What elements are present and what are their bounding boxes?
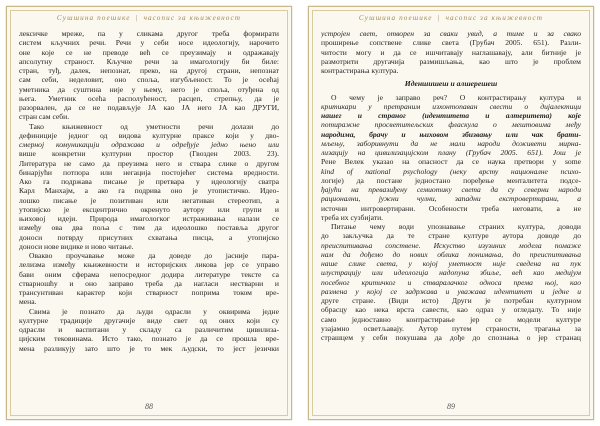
text-line: њега. Уметник осећа располућеност, расцеп, стрепњу, да је	[19, 93, 279, 103]
text-line: лошко писање је позитиван или негативан стереотип, а	[19, 195, 279, 205]
text-line: О чему је заправо реч? О контрастирању култура и	[331, 92, 581, 102]
text-line: наше слике света, у којој уметност није сведена на пук	[321, 259, 581, 268]
page-number: 88	[145, 402, 153, 411]
text-line: узајамно осветљавају. Аутор путем страности, трагања за	[321, 323, 581, 333]
text-line: мена.	[19, 297, 37, 307]
text-line: утопијско је ексцентрично окренуто аутору или групи и	[19, 204, 279, 214]
text-line: разорвален, да се не подављује ЈА као ЈА него ЈА као ДРУГИ,	[19, 103, 279, 112]
text-line: Рене Велек указао на опасност да се наука претвори у some	[321, 157, 581, 167]
text-line: Овакво проучавање може да доведе до јасније пара-	[29, 251, 279, 260]
text-line: оне које се не преводе већ се преузимају и одражавају	[19, 47, 279, 57]
left-page	[6, 6, 292, 420]
right-page-header	[309, 14, 593, 22]
text-line: њиховој идеји. Природа имагологког истраживања налази се	[19, 214, 279, 223]
left-page-body	[19, 29, 279, 353]
text-line: бинарјући потпора или негација постојећег система вредности.	[19, 167, 279, 177]
text-line: између ова два поља с тим да идеолошко поставља другог	[19, 223, 279, 233]
text-line: нашег и страног (идентитета и алтеритета) које	[321, 111, 581, 120]
text-line: мена разликују зато што је то мек људски, то јест језички	[19, 343, 279, 353]
right-page-body	[321, 29, 581, 342]
header-journal-subtitle: часопис за књижевност	[143, 14, 242, 22]
text-line: доноси нове видике и ново читање.	[19, 241, 134, 251]
text-line: рационални, јужни чулни, западни екстровертирани, а	[321, 194, 581, 204]
text-line: трансунтиван карактер који стварност поприма током вре-	[19, 288, 279, 297]
text-line: културне традиције другачије виде свет од оних који су	[19, 315, 279, 325]
text-line: потиражне просветитељских фласкула о мештовима међу	[321, 120, 581, 130]
text-line: илустрацију или идеологија надопуна збиље, већ као медијум	[321, 268, 581, 278]
text-line: источни интровертирани. Особености треба неговати, а не	[321, 203, 581, 213]
page-number: 89	[447, 402, 455, 411]
text-line: стран, туђ, далек, непознат, преко, на другој страни, непознат	[19, 66, 279, 75]
text-line: читости могу и да се ишчитавају наглашавају, али битније је	[321, 47, 581, 57]
header-journal-title: Сушшина поешике	[56, 14, 131, 22]
text-line: Литература не само да преузима него и ствара слике о другом	[19, 158, 279, 168]
text-line: друге стране. (Види исто) Други је потребан културном	[321, 296, 581, 305]
header-journal-title: Сушшина поешике	[358, 14, 433, 22]
section-title: Иденшишеш и алшерешеш	[404, 79, 498, 89]
text-line: лелизма између књижевности и историјских ликова јер се управо	[19, 260, 279, 270]
header-separator: |	[135, 14, 139, 22]
text-line: критикари у претраним изхонтопаван свести о дијалектици	[321, 101, 581, 111]
text-line: апсолутну страност. Кључне речи за имагологију би биле:	[19, 56, 279, 66]
text-line: само једноставно контрастирање јер се модели културе	[321, 314, 581, 324]
text-line: kind of national psychology (нeку врсту националне психо-	[321, 166, 581, 176]
text-line: треба их сузбијати.	[321, 212, 384, 222]
text-line: више конкретни културни простор (Гвозден 2003. 23).	[19, 149, 279, 159]
text-line: размотрити другачија размишљања, као што је проблем	[321, 56, 581, 66]
text-line: нам да дођемо до нових облика понимања, до преиспитивања	[321, 249, 581, 259]
text-line: Карл Манхајм, а ако га подрива оно је утопистичко. Идео-	[19, 186, 279, 196]
text-line: Питање чему води упознавање страних култура, доводи	[331, 222, 581, 231]
text-line: смерној комуникацији одражава и одређује једно њено или	[19, 140, 279, 149]
text-line: стварношћу и оно заправо треба да нагласи нестварни и	[19, 278, 279, 288]
text-line: стран сам себи.	[19, 112, 70, 122]
text-line: страшцем у себи покушава да дође до спознања о јер странац	[321, 333, 581, 342]
text-line: систем кључних речи. Речи у себи носе идеологију, нарочито	[19, 38, 279, 48]
text-line: проширење сопствене слике света (Грубач 2005. 651). Разли-	[321, 38, 581, 48]
text-line: народима, брачу и њиховом збизвању или чак брати-	[321, 129, 581, 139]
text-line: до закључка да те стране културе аутора доводе до	[321, 231, 581, 241]
text-line: преиспитивања сопствене. Искуство изузиних модела помаже	[321, 240, 581, 250]
left-page-header	[7, 14, 291, 22]
text-line: ђајући на превазиђену семиотику света да су северни народи	[321, 185, 581, 194]
text-line: цијским тековинама. Исто тако, познато је да се прошла вре-	[19, 334, 279, 344]
text-line: устројен свет, отворен за сваки увид, а тиме и за свако	[321, 29, 581, 38]
text-line: контрастирања култура.	[321, 66, 399, 75]
text-line: Тако књижевност од уметности речи долази до	[29, 121, 279, 131]
text-line: дефиниције једног од видова културне праксе који у дво-	[19, 130, 279, 140]
text-line: размена у којој се задржава и уважава идентитет и једне и	[321, 286, 581, 296]
text-line: одрасли и васпитани у складу са различитим цивилиза-	[19, 325, 279, 334]
text-line: посебног критичког и стваралачког односа према њој, као	[321, 277, 581, 287]
text-line: доноси потврду присутних схватања писца, а утопијско	[19, 232, 279, 242]
header-separator: |	[437, 14, 441, 22]
text-line: лексичке мреже, па у сликама другог треба формирати	[19, 29, 279, 38]
text-line: Свима је познато да људи одрасли у оквирима једне	[29, 306, 279, 316]
text-line: обрасцу као нека врста савести, као одраз у огледалу. То није	[321, 305, 581, 315]
text-line: лизацију на цивилизацијском плану (Грубач 2005. 651). Још је	[321, 148, 581, 157]
right-page	[308, 6, 594, 420]
text-line: мљењу, заборивнути да не мали народи доживети мирна-	[321, 138, 581, 148]
header-journal-subtitle: часопис за књижевност	[445, 14, 544, 22]
text-line: логије) да постане једностано поређење менталитета подсе-	[321, 175, 581, 185]
text-line: Ако га подржава писање је претвара у идеологију сватра	[19, 177, 279, 186]
text-line: бави оним сферама непосредног додира литературе тексте са	[19, 269, 279, 279]
text-line: уметника да суштина није у њему, него је споља, отуђена од	[19, 84, 279, 94]
text-line: сам себи, неделовит, оно споља, изгубљеност. То је осећај	[19, 75, 279, 85]
